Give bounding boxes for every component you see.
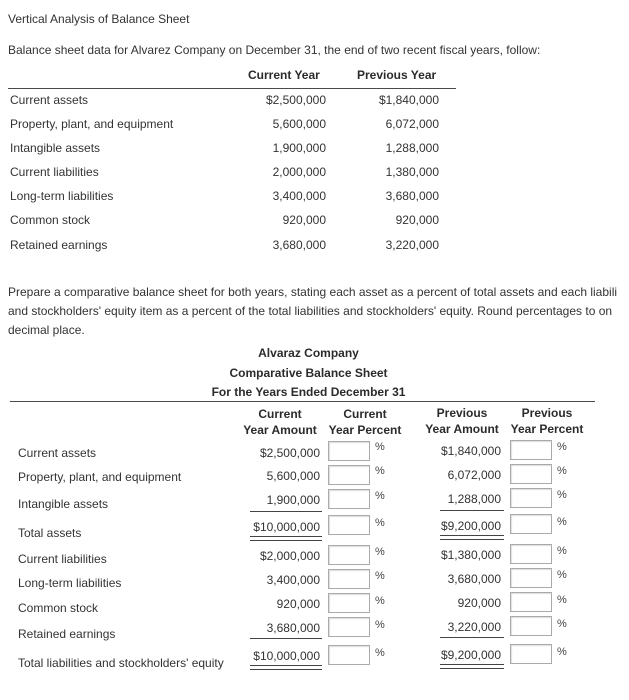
total-double-rule	[440, 664, 504, 669]
percent-sign: %	[375, 517, 385, 529]
data-row-previous: 1,380,000	[385, 165, 439, 179]
statement-row-previous: 1,288,000	[447, 492, 501, 506]
col-header-previous-amount: Year Amount	[425, 422, 499, 436]
data-row-previous: 920,000	[395, 213, 439, 227]
data-row-current: 2,000,000	[272, 165, 326, 179]
retained-earnings-current-percent-input[interactable]	[328, 617, 370, 637]
percent-sign: %	[375, 619, 385, 631]
ppe-current-percent-input[interactable]	[328, 465, 370, 485]
long-term-liabilities-previous-percent-input[interactable]	[510, 568, 552, 588]
data-header-current: Current Year	[248, 68, 320, 82]
percent-sign: %	[557, 441, 567, 453]
statement-row-current: 3,400,000	[266, 573, 320, 587]
statement-row-label: Total liabilities and stockholders' equity	[18, 656, 224, 670]
percent-sign: %	[375, 570, 385, 582]
percent-sign: %	[557, 516, 567, 528]
subtotal-rule	[250, 511, 322, 512]
data-row-previous: 3,680,000	[385, 189, 439, 203]
statement-row-label: Intangible assets	[18, 497, 109, 511]
col-header-current-percent: Year Percent	[328, 423, 402, 437]
col-header-previous-percent: Year Percent	[510, 422, 584, 436]
data-table-header-rule	[8, 88, 456, 89]
percent-sign: %	[375, 465, 385, 477]
subtotal-rule	[250, 638, 322, 639]
statement-row-label: Long-term liabilities	[18, 576, 122, 590]
percent-sign: %	[557, 594, 567, 606]
data-row-previous: 3,220,000	[385, 238, 439, 252]
subtotal-rule	[440, 510, 504, 511]
statement-row-current: 1,900,000	[266, 493, 320, 507]
data-row-label: Current assets	[10, 93, 89, 107]
data-row-current: 1,900,000	[272, 141, 326, 155]
statement-header-rule	[10, 401, 595, 402]
percent-sign: %	[375, 595, 385, 607]
percent-sign: %	[557, 618, 567, 630]
col-header-current-amount: Current	[258, 407, 302, 421]
statement-row-label: Common stock	[18, 601, 99, 615]
common-stock-previous-percent-input[interactable]	[510, 592, 552, 612]
percent-sign: %	[375, 546, 385, 558]
statement-row-label: Current assets	[18, 446, 97, 460]
percent-sign: %	[375, 490, 385, 502]
statement-row-current: 3,680,000	[266, 621, 320, 635]
total-liabilities-equity-current-percent-input[interactable]	[328, 645, 370, 665]
statement-row-current: $2,000,000	[259, 549, 320, 563]
data-row-current: 5,600,000	[272, 117, 326, 131]
current-liabilities-current-percent-input[interactable]	[328, 545, 370, 565]
data-row-label: Property, plant, and equipment	[10, 117, 174, 131]
data-row-label: Long-term liabilities	[10, 189, 114, 203]
intangible-current-percent-input[interactable]	[328, 489, 370, 509]
current-assets-current-percent-input[interactable]	[328, 441, 370, 461]
statement-row-label: Current liabilities	[18, 552, 107, 566]
percent-sign: %	[557, 646, 567, 658]
data-row-current: 3,400,000	[272, 189, 326, 203]
data-row-previous: $1,840,000	[378, 93, 439, 107]
data-row-label: Intangible assets	[10, 141, 101, 155]
statement-row-current: 5,600,000	[266, 469, 320, 483]
data-row-previous: 1,288,000	[385, 141, 439, 155]
data-row-label: Common stock	[10, 213, 91, 227]
statement-row-previous: 3,680,000	[447, 572, 501, 586]
total-double-rule	[440, 535, 504, 540]
data-row-current: 3,680,000	[272, 238, 326, 252]
data-row-current: $2,500,000	[265, 93, 326, 107]
statement-row-previous: 6,072,000	[447, 468, 501, 482]
statement-row-label: Retained earnings	[18, 627, 116, 641]
page-title: Vertical Analysis of Balance Sheet	[8, 12, 190, 26]
statement-row-current: $10,000,000	[253, 520, 320, 534]
col-header-current-percent: Current	[343, 407, 387, 421]
data-header-previous: Previous Year	[357, 68, 437, 82]
data-row-label: Current liabilities	[10, 165, 99, 179]
data-row-previous: 6,072,000	[385, 117, 439, 131]
common-stock-current-percent-input[interactable]	[328, 593, 370, 613]
total-assets-previous-percent-input[interactable]	[510, 514, 552, 534]
percent-sign: %	[557, 465, 567, 477]
instructions-line: and stockholders' equity item as a percent of the total liabilities and stockholders' equity. Round percentages to on	[8, 304, 613, 318]
statement-row-previous: $9,200,000	[440, 519, 501, 533]
instructions-line: decimal place.	[8, 323, 85, 337]
statement-row-label: Property, plant, and equipment	[18, 470, 182, 484]
statement-company: Alvaraz Company	[258, 346, 359, 360]
percent-sign: %	[557, 545, 567, 557]
statement-name: Comparative Balance Sheet	[229, 366, 388, 380]
statement-row-current: $2,500,000	[259, 446, 320, 460]
statement-row-previous: 3,220,000	[447, 620, 501, 634]
total-double-rule	[250, 536, 322, 541]
statement-row-current: 920,000	[276, 597, 320, 611]
statement-row-current: $10,000,000	[253, 649, 320, 663]
percent-sign: %	[375, 647, 385, 659]
col-header-previous-percent: Previous	[521, 406, 573, 420]
statement-row-previous: $9,200,000	[440, 648, 501, 662]
percent-sign: %	[557, 569, 567, 581]
statement-period: For the Years Ended December 31	[211, 385, 406, 399]
current-assets-previous-percent-input[interactable]	[510, 440, 552, 460]
intro-text: Balance sheet data for Alvarez Company on December 31, the end of two recent fiscal years, follow:	[8, 43, 541, 57]
statement-row-previous: $1,380,000	[440, 548, 501, 562]
total-double-rule	[250, 665, 322, 670]
col-header-previous-amount: Previous	[436, 406, 488, 420]
retained-earnings-previous-percent-input[interactable]	[510, 616, 552, 636]
long-term-liabilities-current-percent-input[interactable]	[328, 569, 370, 589]
percent-sign: %	[375, 441, 385, 453]
statement-row-previous: 920,000	[457, 596, 501, 610]
statement-row-previous: $1,840,000	[440, 444, 501, 458]
statement-row-label: Total assets	[18, 526, 82, 540]
subtotal-rule	[440, 637, 504, 638]
percent-sign: %	[557, 489, 567, 501]
data-row-current: 920,000	[282, 213, 326, 227]
col-header-current-amount: Year Amount	[243, 423, 317, 437]
total-assets-current-percent-input[interactable]	[328, 515, 370, 535]
intangible-previous-percent-input[interactable]	[510, 488, 552, 508]
instructions-line: Prepare a comparative balance sheet for both years, stating each asset as a percent of total assets and each liabili	[8, 285, 618, 299]
total-liabilities-equity-previous-percent-input[interactable]	[510, 644, 552, 664]
current-liabilities-previous-percent-input[interactable]	[510, 544, 552, 564]
ppe-previous-percent-input[interactable]	[510, 464, 552, 484]
data-row-label: Retained earnings	[10, 238, 108, 252]
instructions	[8, 283, 629, 340]
